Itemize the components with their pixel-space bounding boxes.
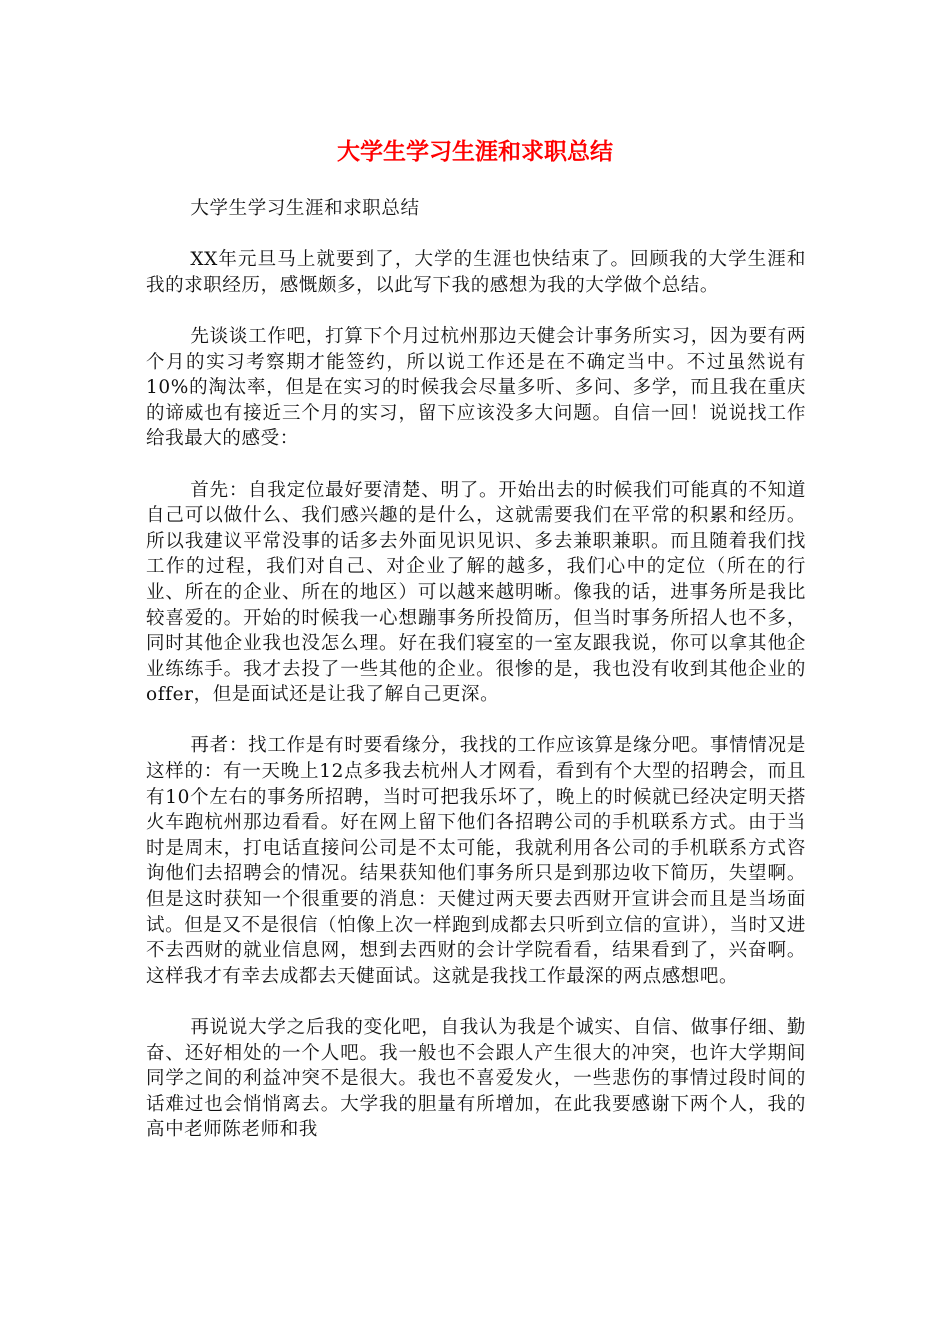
document-title: 大学生学习生涯和求职总结 [337,139,613,165]
document-body [146,196,806,1169]
paragraph-changes: 再说说大学之后我的变化吧，自我认为我是个诚实、自信、做事仔细、勤奋、还好相处的一个人吧。我一般也不会跟人产生很大的冲突，也许大学期间同学之间的利益冲突不是很大。我也不喜爱发火，一些悲伤的事情过段时间的话难过也会悄悄离去。大学我的胆量有所增加，在此我要感谢下两个人，我的高中老师陈老师和我 [146,1017,806,1141]
paragraph-intro: XX年元旦马上就要到了，大学的生涯也快结束了。回顾我的大学生涯和我的求职经历，感慨颇多，以此写下我的感想为我的大学做个总结。 [146,249,806,296]
paragraph-work: 先谈谈工作吧，打算下个月过杭州那边天健会计事务所实习，因为要有两个月的实习考察期才能签约，所以说工作还是在不确定当中。不过虽然说有10%的淘汰率，但是在实习的时候我会尽量多听、多问、多学，而且我在重庆的谛威也有接近三个月的实习，留下应该没多大问题。自信一回！说说找工作给我最大的感受： [146,325,806,450]
paragraph-second: 再者：找工作是有时要看缘分，我找的工作应该算是缘分吧。事情情况是这样的：有一天晚上12点多我去杭州人才网看，看到有个大型的招聘会，而且有10个左右的事务所招聘，当时可把我乐坏了，晚上的时候就已经决定明天搭火车跑杭州那边看看。好在网上留下他们各招聘公司的手机联系方式。由于当时是周末，打电话直接问公司是不太可能，我就利用各公司的手机联系方式咨询他们去招聘会的情况。结果获知他们事务所只是到那边收下简历，失望啊。但是这时获知一个很重要的消息：天健过两天要去西财开宣讲会而且是当场面试。但是又不是很信（怕像上次一样跑到成都去只听到立信的宣讲），当时又进不去西财的就业信息网，想到去西财的会计学院看看，结果看到了，兴奋啊。这样我才有幸去成都去天健面试。这就是我找工作最深的两点感想吧。 [146,735,806,987]
paragraph-first: 首先：自我定位最好要清楚、明了。开始出去的时候我们可能真的不知道自己可以做什么、我们感兴趣的是什么，这就需要我们在平常的积累和经历。所以我建议平常没事的话多去外面见识见识、多去兼职兼职。而且随着我们找工作的过程，我们对自己、对企业了解的越多，我们心中的定位（所在的行业、所在的企业、所在的地区）可以越来越明晰。像我的话，进事务所是我比较喜爱的。开始的时候我一心想蹦事务所投简历，但当时事务所招人也不多，同时其他企业我也没怎么理。好在我们寝室的一室友跟我说，你可以拿其他企业练练手。我才去投了一些其他的企业。很惨的是，我也没有收到其他企业的offer，但是面试还是让我了解自己更深。 [146,479,806,706]
paragraph-subtitle: 大学生学习生涯和求职总结 [190,198,420,219]
